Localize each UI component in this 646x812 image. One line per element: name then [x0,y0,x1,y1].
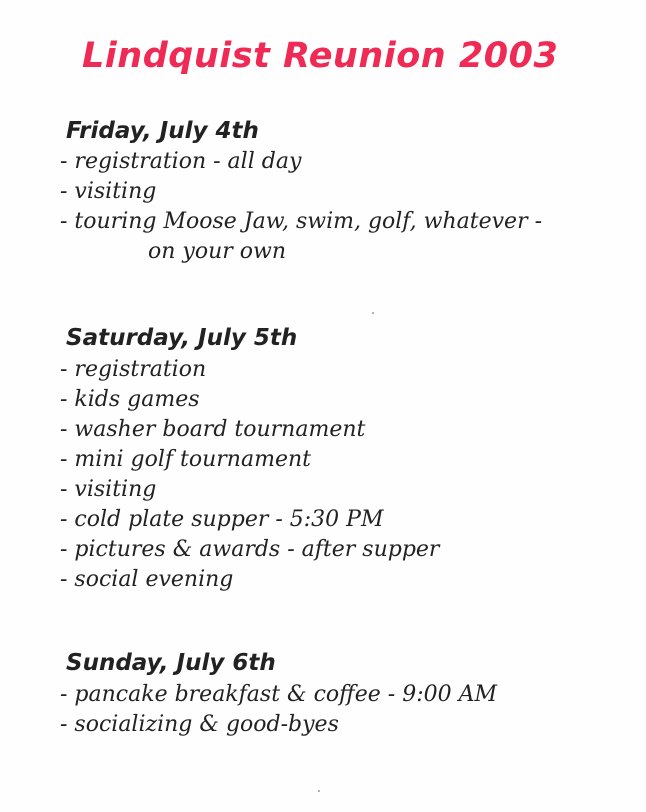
day-heading-saturday: Saturday, July 5th [66,325,298,351]
friday-schedule-list [60,147,542,267]
schedule-item: - social evening [60,567,234,592]
scan-speck [372,312,374,314]
schedule-item: - socializing & good-byes [60,712,339,737]
schedule-item: - mini golf tournament [60,447,311,472]
schedule-item: - cold plate supper - 5:30 PM [60,507,384,532]
day-heading-friday: Friday, July 4th [66,118,259,144]
schedule-item: - registration - all day [60,149,302,174]
schedule-item-continuation: on your own [148,239,287,264]
day-heading-sunday: Sunday, July 6th [66,650,276,676]
schedule-item: - pancake breakfast & coffee - 9:00 AM [60,682,498,707]
schedule-item: - touring Moose Jaw, swim, golf, whatever - [60,209,543,234]
saturday-schedule-list [60,355,439,595]
schedule-item: - visiting [60,477,157,502]
page-title: Lindquist Reunion 2003 [82,36,559,76]
schedule-item: - washer board tournament [60,417,366,442]
schedule-item: - kids games [60,387,200,412]
scan-speck [318,790,320,792]
schedule-item: - visiting [60,179,157,204]
schedule-item: - registration [60,357,207,382]
schedule-item: - pictures & awards - after supper [60,537,440,562]
sunday-schedule-list [60,680,497,740]
